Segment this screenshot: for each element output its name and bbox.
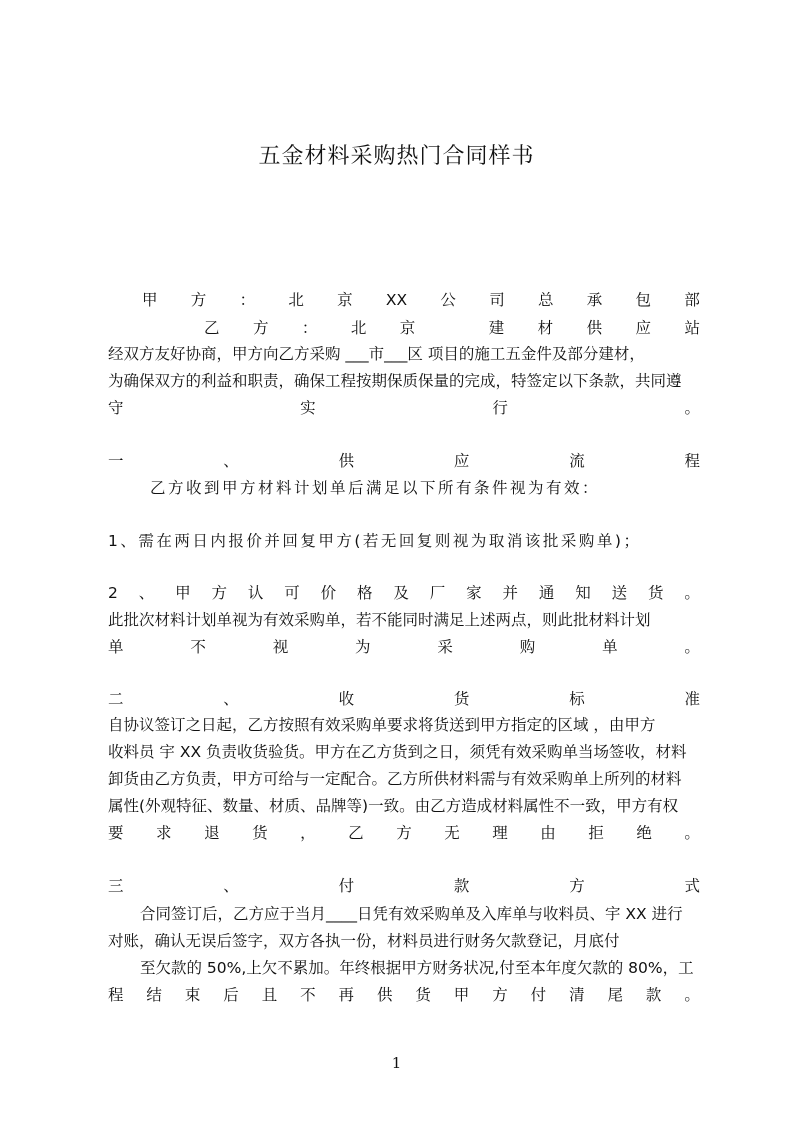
party-b-token: 方 xyxy=(252,319,269,337)
section-2-token: ， xyxy=(300,824,316,842)
preamble-line-3 xyxy=(108,396,700,420)
section-3-token: 甲 xyxy=(453,986,470,1004)
party-b-token: 应 xyxy=(635,319,652,337)
section-2-token: 要 xyxy=(108,824,124,842)
section-3-token: 程 xyxy=(108,986,124,1004)
section-1-intro: 乙方收到甲方材料计划单后满足以下所有条件视为有效： xyxy=(150,479,601,497)
section-2-token: 由 xyxy=(540,824,556,842)
item-2-token: 货 xyxy=(647,584,664,602)
preamble-line-2: 为确保双方的利益和职责，确保工程按期保质保量的完成，特签定以下条款，共同遵 xyxy=(108,372,682,390)
section-2-heading-token: 、 xyxy=(223,690,239,708)
section-1-heading xyxy=(108,449,700,473)
item-2-token: 厂 xyxy=(429,584,446,602)
section-2-heading-token: 货 xyxy=(453,690,470,708)
item-2-token: 家 xyxy=(466,584,482,602)
section-1-heading-token: 、 xyxy=(223,452,239,470)
item-2-token: 及 xyxy=(393,584,409,602)
item-2-token: 价 xyxy=(320,584,337,602)
section-1-heading-token: 流 xyxy=(569,452,585,470)
item-2-token: 格 xyxy=(356,584,373,602)
section-3-heading-token: 三 xyxy=(108,877,124,895)
section-3-heading-token: 、 xyxy=(223,877,239,895)
section-2-token: 方 xyxy=(396,824,412,842)
section-1-heading-token: 供 xyxy=(338,452,355,470)
section-3-token: 束 xyxy=(184,986,201,1004)
preamble-token: 行 xyxy=(492,399,508,417)
section-3-token: 再 xyxy=(338,986,355,1004)
party-b-token: ： xyxy=(301,319,318,337)
party-a-token: 司 xyxy=(489,291,505,309)
party-a-token: XX xyxy=(385,291,408,309)
note-token: 不 xyxy=(190,638,206,656)
note-token: 为 xyxy=(355,638,371,656)
preamble-token: 实 xyxy=(300,399,316,417)
section-1-heading-token: 程 xyxy=(684,452,700,470)
item-2-token: 甲 xyxy=(175,584,191,602)
section-3-line-4 xyxy=(108,983,700,1007)
party-b-line xyxy=(108,316,700,340)
section-2-token: 货 xyxy=(252,824,268,842)
section-2-heading-token: 准 xyxy=(684,690,700,708)
section-3-token: 供 xyxy=(376,986,393,1004)
section-3-token: 结 xyxy=(146,986,162,1004)
note-token: 单 xyxy=(108,638,124,656)
item-2-token: 方 xyxy=(211,584,227,602)
section-3-token: 清 xyxy=(569,986,585,1004)
party-a-token: 部 xyxy=(684,291,700,309)
party-b-token: 材 xyxy=(537,319,554,337)
section-2-heading-token: 标 xyxy=(569,690,585,708)
section-2-heading xyxy=(108,687,700,711)
party-a-token: 甲 xyxy=(142,291,158,309)
party-a-line xyxy=(108,288,700,312)
section-1-heading-token: 应 xyxy=(453,452,470,470)
section-3-token: 。 xyxy=(684,986,700,1004)
section-2-line-4: 属性(外观特征、数量、材质、品牌等)一致。由乙方造成材料属性不一致，甲方有权 xyxy=(108,797,679,815)
item-2-token: 知 xyxy=(575,584,591,602)
document-title: 五金材料采购热门合同样书 xyxy=(258,144,535,169)
party-a-token: 包 xyxy=(635,291,652,309)
section-3-line-3: 至欠款的 50%,上欠不累加。年终根据甲方财务状况,付至本年度欠款的 80%，工 xyxy=(140,959,694,977)
item-2-token: 2 xyxy=(108,584,118,602)
party-a-token: 承 xyxy=(586,291,603,309)
section-2-token: 拒 xyxy=(588,824,604,842)
section-3-token: 货 xyxy=(415,986,431,1004)
section-1-item-2 xyxy=(108,581,700,605)
section-3-token: 付 xyxy=(530,986,547,1004)
note-token: 。 xyxy=(684,638,700,656)
item-2-token: 认 xyxy=(247,584,264,602)
section-2-token: 理 xyxy=(492,824,508,842)
item-2-token: 并 xyxy=(502,584,518,602)
preamble-token: 。 xyxy=(684,399,700,417)
party-a-token: 总 xyxy=(537,291,554,309)
section-2-line-2: 收料员 宇 XX 负责收货验货。甲方在乙方货到之日，须凭有效采购单当场签收，材料 xyxy=(108,743,687,761)
section-3-line-1: 合同签订后，乙方应于当月____日凭有效采购单及入库单与收料员、宇 XX 进行 xyxy=(140,905,683,923)
party-a-token: 北 xyxy=(288,291,304,309)
note-token: 视 xyxy=(272,638,289,656)
item-2-token: 送 xyxy=(611,584,628,602)
preamble-line-1: 经双方友好协商，甲方向乙方采购 ___市___区 项目的施工五金件及部分建材， xyxy=(108,345,645,363)
party-a-token: 京 xyxy=(337,291,353,309)
section-2-line-5 xyxy=(108,821,700,845)
section-3-heading-token: 方 xyxy=(569,877,585,895)
section-2-heading-token: 收 xyxy=(338,690,355,708)
note-token: 采 xyxy=(437,638,453,656)
section-3-token: 不 xyxy=(300,986,316,1004)
section-2-token: 无 xyxy=(444,824,460,842)
item-2-token: 通 xyxy=(538,584,555,602)
section-3-token: 尾 xyxy=(607,986,623,1004)
section-1-note-line-1: 此批次材料计划单视为有效采购单，若不能同时满足上述两点，则此批材料计划 xyxy=(108,611,651,629)
item-2-token: 。 xyxy=(684,584,700,602)
party-b-token: 京 xyxy=(399,319,416,337)
party-b-token: 建 xyxy=(488,319,505,337)
section-2-line-3: 卸货由乙方负责，甲方可给与一定配合。乙方所供材料需与有效采购单上所列的材料 xyxy=(108,770,682,788)
section-3-line-2: 对账，确认无误后签字，双方各执一份，材料员进行财务欠款登记，月底付 xyxy=(108,932,620,950)
party-b-token: 供 xyxy=(586,319,603,337)
section-3-token: 款 xyxy=(645,986,662,1004)
party-b-token: 北 xyxy=(350,319,367,337)
section-1-note-line-2 xyxy=(108,635,700,659)
section-2-heading-token: 二 xyxy=(108,690,124,708)
party-a-token: ： xyxy=(239,291,256,309)
section-1-item-1: 1、需在两日内报价并回复甲方(若无回复则视为取消该批采购单)； xyxy=(108,532,642,550)
section-2-line-1: 自协议签订之日起，乙方按照有效采购单要求将货送到甲方指定的区域 ，由甲方 xyxy=(108,716,656,734)
section-2-token: 。 xyxy=(684,824,700,842)
section-3-token: 且 xyxy=(261,986,278,1004)
section-3-token: 后 xyxy=(223,986,239,1004)
party-a-token: 公 xyxy=(440,291,456,309)
section-2-token: 求 xyxy=(156,824,172,842)
section-2-token: 乙 xyxy=(348,824,364,842)
note-token: 购 xyxy=(519,638,536,656)
note-token: 单 xyxy=(602,638,618,656)
section-3-heading-token: 款 xyxy=(453,877,470,895)
page-number: 1 xyxy=(391,1054,402,1072)
section-2-token: 绝 xyxy=(636,824,652,842)
section-1-heading-token: 一 xyxy=(108,452,124,470)
party-a-token: 方 xyxy=(190,291,207,309)
party-b-token: 站 xyxy=(684,319,700,337)
item-2-token: 、 xyxy=(138,584,155,602)
preamble-token: 守 xyxy=(108,399,124,417)
section-3-token: 方 xyxy=(492,986,508,1004)
section-3-heading-token: 式 xyxy=(684,877,700,895)
party-b-token: 乙 xyxy=(204,319,220,337)
section-3-heading xyxy=(108,874,700,898)
item-2-token: 可 xyxy=(284,584,300,602)
section-2-token: 退 xyxy=(204,824,220,842)
section-3-heading-token: 付 xyxy=(338,877,355,895)
